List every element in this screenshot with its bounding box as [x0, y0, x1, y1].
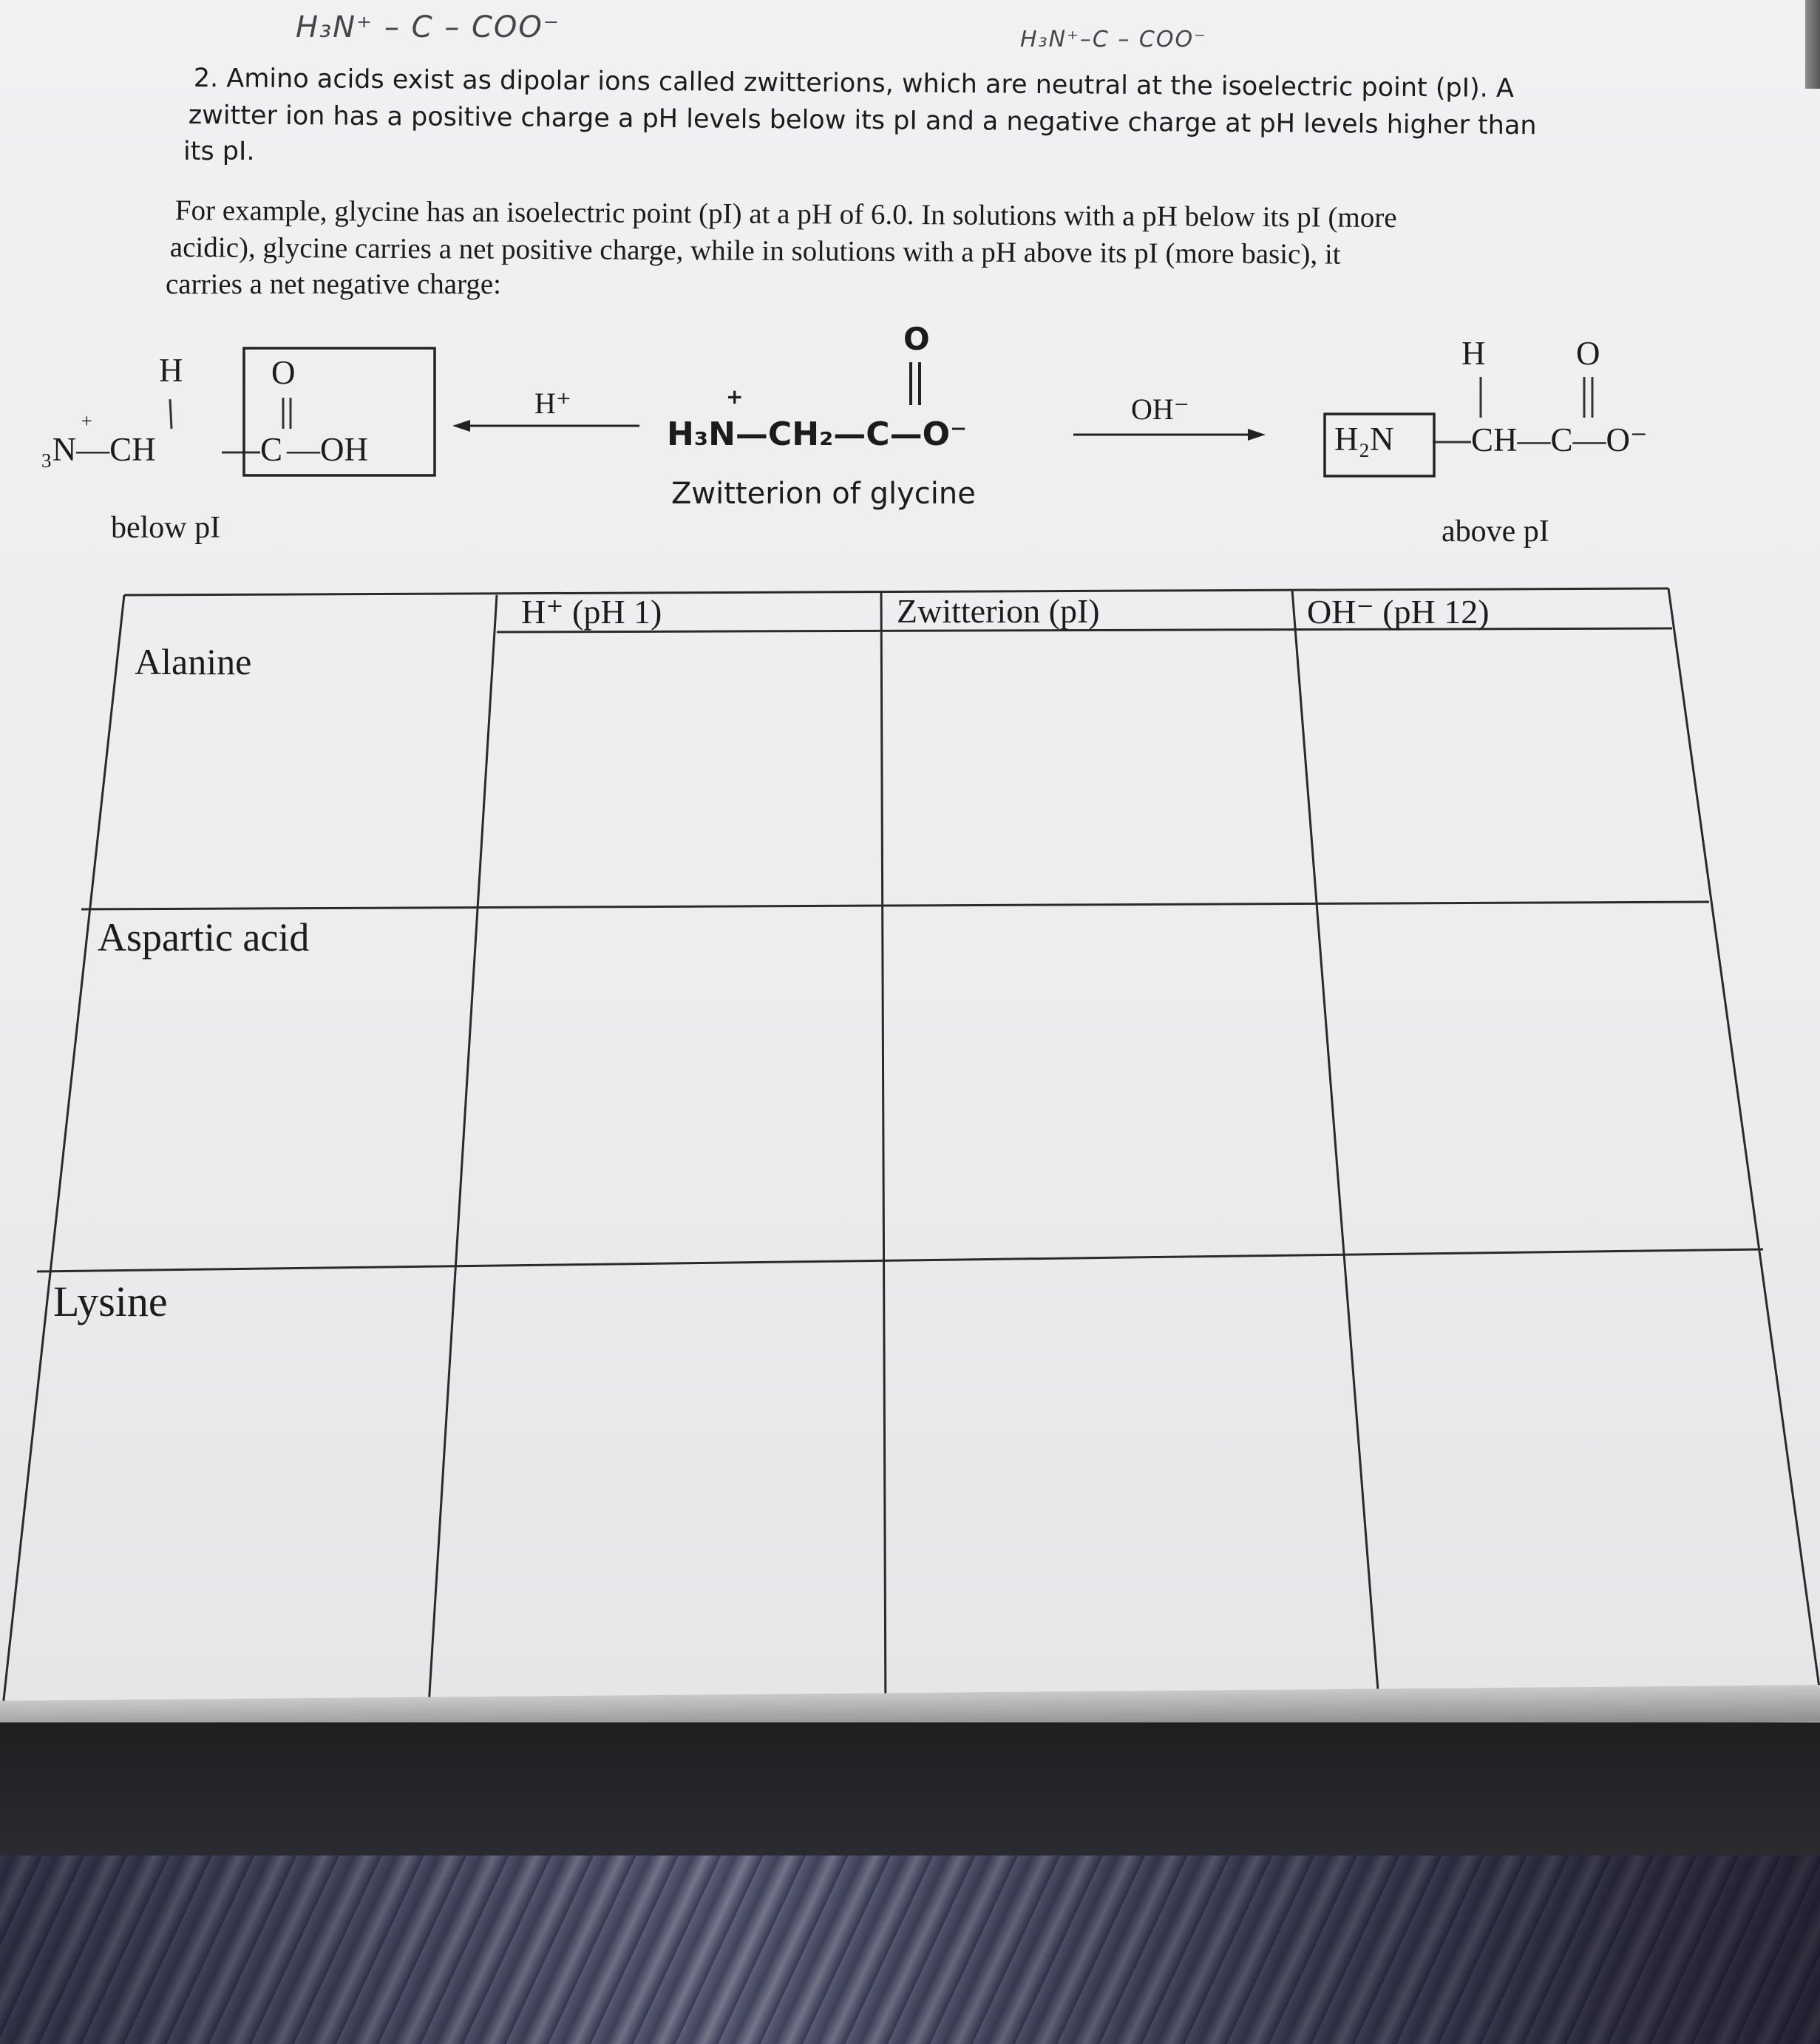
answer-cell-aspartic-pi[interactable]	[894, 920, 1323, 1260]
answer-cell-aspartic-ph1[interactable]	[488, 920, 872, 1260]
row-label-alanine: Alanine	[135, 641, 252, 682]
left-amine-group: ₃N—CH	[41, 431, 156, 468]
amine-highlight-box	[1325, 414, 1434, 476]
zwitterion-caption: Zwitterion of glycine	[671, 477, 976, 511]
example-line-2: acidic), glycine carries a net positive charge, while in solutions with a pH above its pI (more basic), it	[169, 231, 1341, 271]
right-backbone: CH—C—O⁻	[1471, 421, 1648, 458]
desk-edge	[0, 1722, 1820, 1863]
answer-cell-alanine-pi[interactable]	[894, 643, 1279, 894]
oh-minus-arrowhead	[1248, 429, 1266, 441]
right-amine-group: H₂N	[1334, 421, 1394, 458]
center-plus-charge: +	[726, 384, 744, 409]
left-h-atom: H	[159, 352, 183, 389]
carpet-shadow	[0, 1855, 1820, 2044]
header-ph1: H⁺ (pH 1)	[521, 593, 662, 631]
below-pi-label: below pI	[111, 511, 221, 545]
row-label-aspartic-acid: Aspartic acid	[98, 915, 310, 960]
left-o-atom: O	[271, 354, 296, 391]
answer-cell-lysine-pi[interactable]	[894, 1279, 1368, 1693]
h-plus-arrowhead	[452, 420, 470, 432]
left-carbonyl-carbon: C	[260, 431, 283, 468]
example-line-3: carries a net negative charge:	[166, 268, 502, 300]
carboxyl-highlight-box	[244, 348, 435, 475]
answer-cell-lysine-ph1[interactable]	[444, 1283, 872, 1697]
row-label-lysine: Lysine	[53, 1277, 168, 1325]
header-zwitterion: Zwitterion (pI)	[897, 592, 1100, 630]
right-o-atom: O	[1576, 335, 1600, 372]
question-line-3: its pI.	[183, 137, 255, 166]
answer-cell-alanine-ph1[interactable]	[510, 643, 865, 894]
above-pi-label: above pI	[1442, 515, 1549, 549]
right-h-atom: H	[1461, 335, 1486, 372]
answer-cell-aspartic-ph12[interactable]	[1345, 917, 1715, 1242]
question-line-2: zwitter ion has a positive charge a pH levels below its pI and a negative charge at pH levels higher than	[188, 101, 1537, 141]
left-plus-charge: +	[81, 410, 92, 432]
left-hydroxyl: —OH	[287, 431, 368, 468]
handwritten-note-1: H₃N⁺ – C – COO⁻	[296, 10, 560, 44]
oh-minus-arrow-label: OH⁻	[1131, 393, 1189, 426]
header-ph12: OH⁻ (pH 12)	[1307, 593, 1490, 631]
zwitterion-formula: H₃N—CH₂—C—O⁻	[667, 415, 968, 453]
handwritten-note-2: H₃N⁺–C – COO⁻	[1020, 27, 1207, 52]
h-plus-arrow-label: H⁺	[534, 387, 571, 420]
question-line-1: 2. Amino acids exist as dipolar ions called zwitterions, which are neutral at the isoelectric point (pI). A	[193, 64, 1515, 104]
answer-cell-lysine-ph12[interactable]	[1390, 1264, 1789, 1678]
answer-cell-alanine-ph12[interactable]	[1308, 639, 1663, 891]
center-o-atom: O	[903, 321, 930, 357]
left-h-bond	[170, 399, 172, 429]
example-line-1: For example, glycine has an isoelectric point (pI) at a pH of 6.0. In solutions with a pH below its pI (more	[174, 194, 1397, 234]
